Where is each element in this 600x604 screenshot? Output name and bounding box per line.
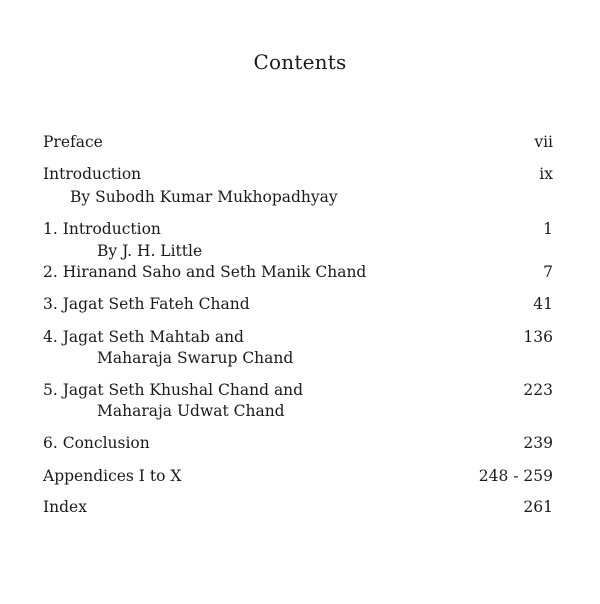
toc-entry-author: By Subodh Kumar Mukhopadhyay (70, 188, 338, 206)
toc-entry-page: 7 (543, 263, 553, 281)
toc-entry-page: 1 (543, 220, 553, 238)
toc-entry-label: 1. Introduction (43, 220, 161, 238)
toc-entry-page: 239 (523, 434, 553, 452)
toc-entry-label: Index (43, 498, 87, 516)
toc-entry-label: Appendices I to X (43, 467, 182, 485)
toc-entry-page: 248 - 259 (478, 467, 553, 485)
toc-entry-label: 2. Hiranand Saho and Seth Manik Chand (43, 263, 367, 281)
toc-entry-label: Preface (43, 133, 103, 151)
toc-entry-page: 136 (523, 328, 553, 346)
toc-entry-label: 6. Conclusion (43, 434, 150, 452)
toc-entry-label: 4. Jagat Seth Mahtab and (43, 328, 244, 346)
toc-entry-page: 41 (533, 295, 553, 313)
page-title: Contents (253, 50, 347, 74)
toc-entry-page: vii (534, 133, 553, 151)
toc-entry-continuation: Maharaja Swarup Chand (97, 349, 294, 367)
toc-entry-page: ix (539, 165, 553, 183)
toc-entry-page: 261 (523, 498, 553, 516)
toc-entry-continuation: Maharaja Udwat Chand (97, 402, 285, 420)
toc-entry-label: Introduction (43, 165, 142, 183)
toc-entry-author: By J. H. Little (97, 242, 203, 260)
toc-entry-label: 3. Jagat Seth Fateh Chand (43, 295, 250, 313)
toc-entry-page: 223 (523, 381, 553, 399)
toc-entry-label: 5. Jagat Seth Khushal Chand and (43, 381, 304, 399)
